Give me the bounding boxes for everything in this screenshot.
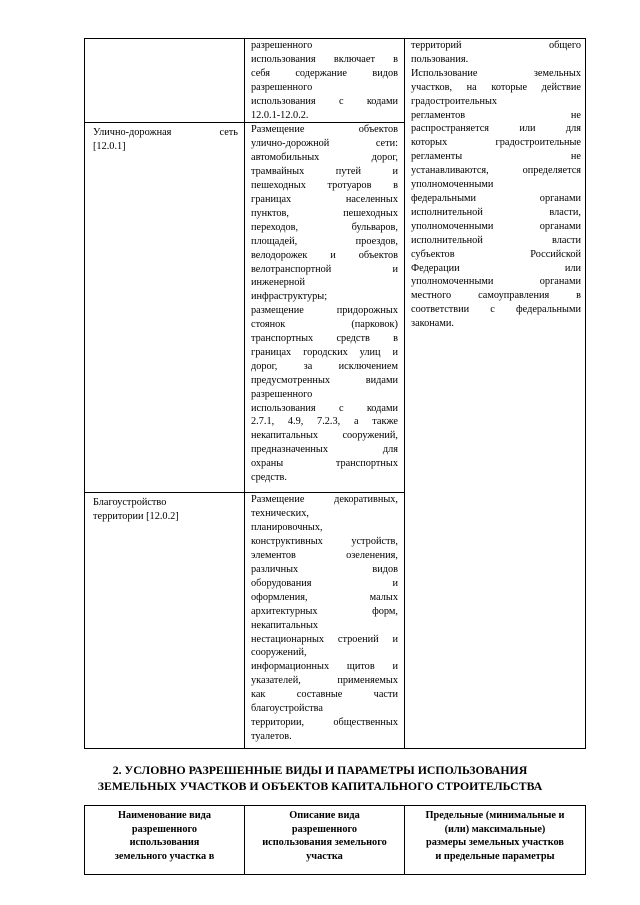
- param-line: Использование земельных: [411, 67, 581, 79]
- desc-line: Размещение объектов: [251, 124, 398, 136]
- table-row: [85, 39, 586, 123]
- use-name-cell: [85, 39, 245, 123]
- header-line: использования: [129, 837, 200, 849]
- param-line: которых градостроительные: [411, 137, 581, 149]
- desc-line: инфраструктуры;: [251, 291, 328, 303]
- use-name-cell: [85, 123, 245, 493]
- param-line: федеральными органами: [411, 192, 581, 204]
- desc-line: переходов, бульваров,: [251, 221, 398, 233]
- param-line: местного самоуправления в: [411, 290, 581, 302]
- param-line: исполнительной власти,: [411, 206, 581, 218]
- desc-line: планировочных,: [251, 522, 323, 534]
- column-header-use-name: [85, 806, 245, 875]
- desc-line: информационных щитов и: [251, 661, 398, 673]
- section-heading-line: ЗЕМЕЛЬНЫХ УЧАСТКОВ И ОБЪЕКТОВ КАПИТАЛЬНОГО СТРОИТЕЛЬСТВА: [97, 779, 543, 793]
- desc-line: размещение придорожных: [251, 305, 398, 317]
- desc-line: охраны транспортных: [251, 458, 398, 470]
- parameters-cell: [405, 39, 586, 749]
- header-line: Описание вида: [289, 810, 360, 821]
- desc-line: дорог, за исключением: [251, 360, 398, 372]
- desc-line: разрешенного: [251, 40, 313, 51]
- use-description-cell: [245, 39, 405, 123]
- desc-line: использования с кодами: [251, 402, 398, 414]
- desc-line: туалетов.: [251, 730, 292, 742]
- param-line: уполномоченными органами: [411, 220, 581, 232]
- header-line: участка: [306, 850, 343, 862]
- param-line: распространяется или для: [411, 123, 581, 135]
- param-line: соответствии с федеральными: [411, 304, 581, 316]
- param-line: регламентов не: [411, 109, 581, 121]
- desc-line: пешеходных тротуаров в: [251, 180, 398, 192]
- use-name-line: Благоустройство: [93, 497, 167, 509]
- table-header-row: [85, 806, 586, 875]
- desc-line: некапитальных сооружений,: [251, 430, 398, 442]
- param-line: устанавливаются, определяется: [411, 165, 581, 177]
- desc-line: границах населенных: [251, 193, 398, 205]
- param-line: территорий общего: [411, 40, 581, 51]
- desc-line: трамвайных путей и: [251, 166, 398, 178]
- desc-line: использования с кодами: [251, 95, 398, 107]
- desc-line: оборудования и: [251, 577, 398, 589]
- use-description-cell: [245, 493, 405, 749]
- use-name-cell: [85, 493, 245, 749]
- param-line: регламенты не: [411, 151, 581, 163]
- desc-line: 2.7.1, 4.9, 7.2.3, а также: [251, 416, 398, 428]
- desc-line: границах городских улиц и: [251, 346, 398, 358]
- header-line: использования земельного: [262, 837, 387, 849]
- param-line: градостроительных: [411, 95, 498, 107]
- param-line: уполномоченными органами: [411, 276, 581, 288]
- desc-line: благоустройства: [251, 703, 323, 715]
- header-line: Предельные (минимальные и: [425, 810, 565, 821]
- desc-line: элементов озеленения,: [251, 550, 398, 562]
- header-line: Наименование вида: [117, 810, 212, 821]
- desc-line: нестационарных строений и: [251, 633, 398, 645]
- desc-line: сооружений,: [251, 647, 307, 659]
- permitted-uses-table: [84, 38, 586, 749]
- desc-line: инженерной: [251, 277, 305, 289]
- header-line: размеры земельных участков: [426, 837, 564, 849]
- use-description-cell: [245, 123, 405, 493]
- column-header-use-description: [245, 806, 405, 875]
- conditional-uses-table-header: [84, 805, 586, 875]
- desc-line: автомобильных дорог,: [251, 152, 398, 164]
- param-line: законами.: [411, 318, 454, 330]
- desc-line: Размещение декоративных,: [251, 494, 398, 506]
- use-name-line: [12.0.1]: [93, 141, 126, 153]
- desc-line: использования включает в: [251, 53, 398, 65]
- desc-line: велотранспортной и: [251, 263, 398, 275]
- desc-line: улично-дорожной сети:: [251, 138, 398, 150]
- desc-line: транспортных средств в: [251, 333, 398, 345]
- desc-line: различных видов: [251, 563, 398, 575]
- use-name-line: территории [12.0.2]: [93, 511, 179, 523]
- desc-line: территории, общественных: [251, 716, 398, 728]
- desc-line: разрешенного: [251, 81, 313, 93]
- desc-line: оформления, малых: [251, 591, 398, 603]
- param-line: исполнительной власти: [411, 234, 581, 246]
- header-line: земельного участка в: [114, 850, 215, 862]
- desc-line: предназначенных для: [251, 444, 398, 456]
- desc-line: себя содержание видов: [251, 67, 398, 79]
- desc-line: стоянок (парковок): [251, 319, 398, 331]
- desc-line: разрешенного: [251, 388, 313, 400]
- desc-line: пунктов, пешеходных: [251, 207, 398, 219]
- desc-line: площадей, проездов,: [251, 235, 398, 247]
- param-line: субъектов Российской: [411, 248, 581, 260]
- desc-line: средств.: [251, 472, 287, 484]
- desc-line: указателей, применяемых: [251, 675, 398, 687]
- desc-line: некапитальных: [251, 619, 319, 631]
- header-line: (или) максимальные): [444, 823, 546, 835]
- header-line: разрешенного: [291, 823, 358, 835]
- desc-line: технических,: [251, 508, 309, 520]
- desc-line: архитектурных форм,: [251, 605, 398, 617]
- desc-line: предусмотренных видами: [251, 374, 398, 386]
- desc-line: велодорожек и объектов: [251, 249, 398, 261]
- header-line: и предельные параметры: [435, 850, 555, 862]
- desc-line: конструктивных устройств,: [251, 536, 398, 548]
- param-line: уполномоченными: [411, 179, 494, 191]
- param-line: Федерации или: [411, 262, 581, 274]
- header-line: разрешенного: [131, 823, 198, 835]
- param-line: пользования.: [411, 53, 469, 65]
- section-heading: [70, 762, 570, 794]
- param-line: участков, на которые действие: [411, 81, 581, 93]
- section-heading-line: 2. УСЛОВНО РАЗРЕШЕННЫЕ ВИДЫ И ПАРАМЕТРЫ ИСПОЛЬЗОВАНИЯ: [112, 763, 528, 777]
- desc-line: как составные части: [251, 689, 398, 701]
- desc-line: 12.0.1-12.0.2.: [251, 109, 309, 121]
- use-name-line: Улично-дорожная сеть: [93, 127, 238, 139]
- column-header-parameters: [405, 806, 586, 875]
